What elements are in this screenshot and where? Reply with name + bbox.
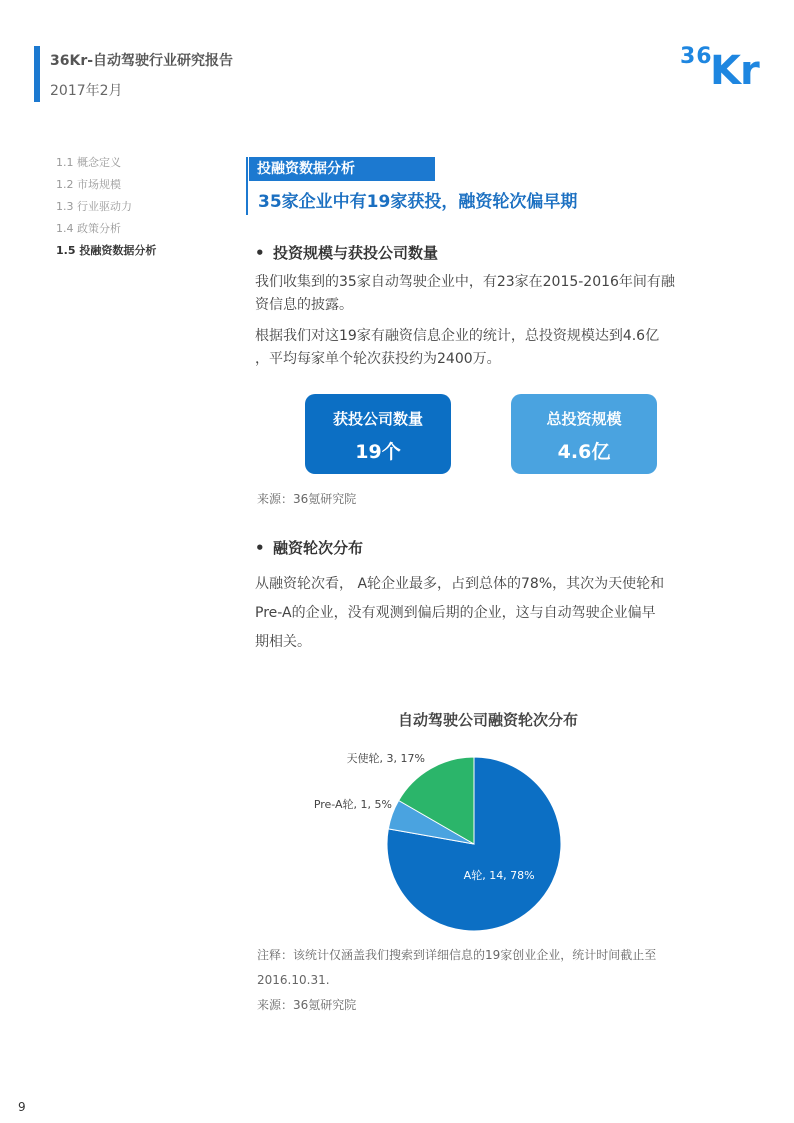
header-accent-bar [34, 46, 40, 102]
report-title: 36Kr-自动驾驶行业研究报告 [50, 53, 234, 69]
paragraph-line: Pre-A的企业，没有观测到偏后期的企业，这与自动驾驶企业偏早 [255, 605, 656, 621]
stat-value: 19个 [355, 441, 401, 463]
subsection-title-text: 投资规模与获投公司数量 [273, 244, 439, 262]
source-note: 来源：36氪研究院 [257, 998, 357, 1012]
stat-label: 总投资规模 [546, 410, 622, 428]
bullet-icon: • [255, 244, 265, 262]
toc-item-active[interactable]: 1.5 投融资数据分析 [56, 244, 157, 257]
subsection-title [255, 242, 438, 263]
stat-box-funded-companies [305, 394, 451, 474]
toc-item[interactable]: 1.4 政策分析 [56, 222, 121, 235]
paragraph [255, 570, 730, 657]
section-headline: 35家企业中有19家获投，融资轮次偏早期 [258, 192, 578, 212]
chart-note [257, 943, 717, 1018]
pie-data-label: Pre-A轮, 1, 5% [313, 798, 392, 811]
report-date: 2017年2月 [50, 83, 123, 99]
pie-data-label: A轮, 14, 78% [463, 868, 535, 882]
toc-item[interactable]: 1.1 概念定义 [56, 156, 121, 169]
logo-text: Kr [710, 48, 759, 94]
stat-label: 获投公司数量 [332, 410, 423, 428]
stat-box-total-investment [511, 394, 657, 474]
paragraph-line: 根据我们对这19家有融资信息企业的统计，总投资规模达到4.6亿 [255, 328, 660, 344]
paragraph-line: 我们收集到的35家自动驾驶企业中，有23家在2015-2016年间有融 [255, 274, 675, 290]
paragraph-line: 从融资轮次看， A轮企业最多，占到总体的78%，其次为天使轮和 [255, 576, 665, 592]
paragraph-line: ，平均每家单个轮次获投约为2400万。 [255, 351, 501, 367]
bullet-icon: • [255, 539, 265, 557]
table-of-contents [56, 156, 156, 266]
paragraph [255, 271, 730, 317]
section-divider [246, 157, 248, 215]
pie-chart [270, 700, 710, 940]
paragraph [255, 325, 730, 371]
chart-title: 自动驾驶公司融资轮次分布 [397, 711, 579, 729]
subsection-title-text: 融资轮次分布 [273, 539, 364, 557]
brand-logo [680, 42, 768, 94]
stat-value: 4.6亿 [557, 441, 611, 463]
paragraph-line: 期相关。 [255, 634, 311, 650]
page-number: 9 [18, 1100, 26, 1114]
pie-data-label: 天使轮, 3, 17% [346, 752, 425, 765]
source-note: 来源：36氪研究院 [257, 492, 357, 506]
note-line: 注释：该统计仅涵盖我们搜索到详细信息的19家创业企业，统计时间截止至 [257, 948, 657, 962]
section-label: 投融资数据分析 [249, 157, 435, 181]
paragraph-line: 资信息的披露。 [255, 297, 353, 313]
note-line: 2016.10.31. [257, 973, 330, 987]
subsection-title [255, 537, 363, 558]
toc-item[interactable]: 1.3 行业驱动力 [56, 200, 132, 213]
toc-item[interactable]: 1.2 市场规模 [56, 178, 121, 191]
logo-number: 36 [680, 44, 713, 69]
